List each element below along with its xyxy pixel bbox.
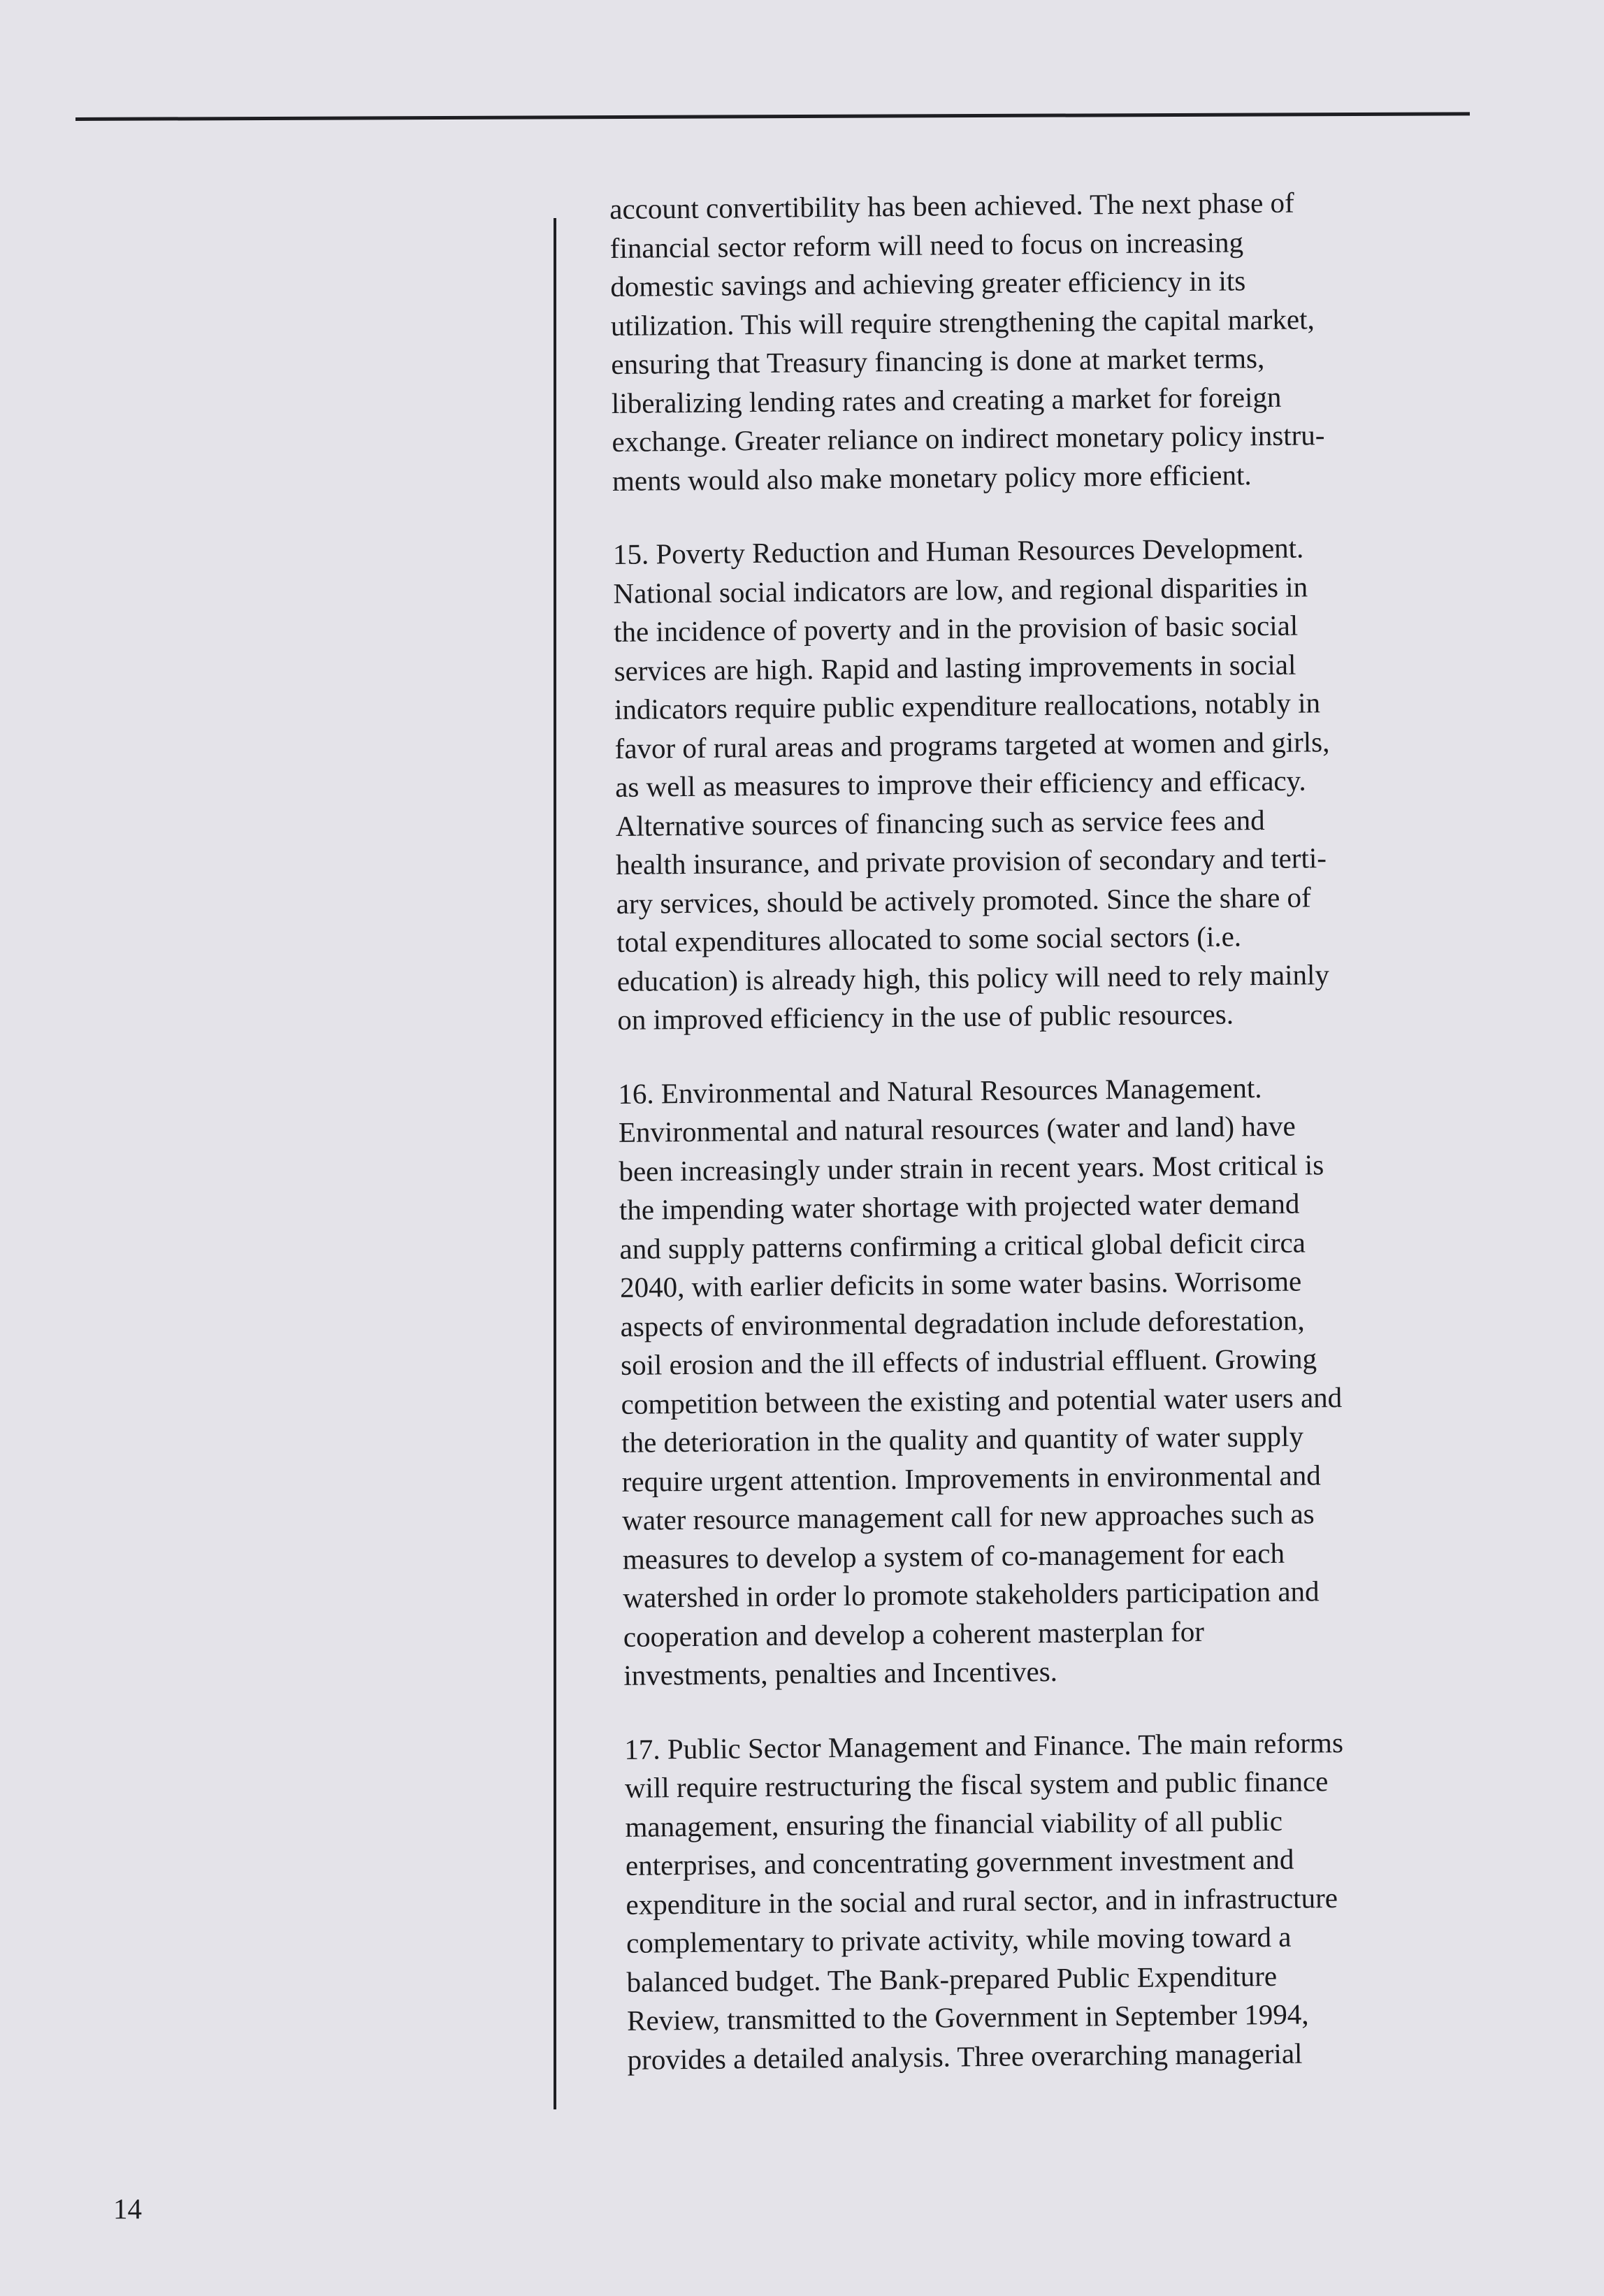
text-line: 15. Poverty Reduction and Human Resources Development. bbox=[612, 531, 1304, 570]
text-line: 16. Environmental and Natural Resources Management. bbox=[618, 1071, 1262, 1110]
text-line: provides a detailed analysis. Three overarching managerial bbox=[627, 2037, 1303, 2076]
text-line: favor of rural areas and programs targeted at women and girls, bbox=[614, 725, 1330, 765]
page-number: 14 bbox=[113, 2193, 142, 2225]
text-line: will require restructuring the fiscal system and public finance bbox=[624, 1765, 1329, 1804]
text-line: the incidence of poverty and in the provision of basic social bbox=[613, 609, 1299, 648]
paragraph-financial-sector bbox=[609, 182, 1507, 500]
text-line: the impending water shortage with projected water demand bbox=[619, 1187, 1300, 1226]
text-line: exchange. Greater reliance on indirect monetary policy instru- bbox=[612, 419, 1325, 458]
body-text-column bbox=[609, 182, 1522, 2114]
paragraph-environment bbox=[618, 1066, 1518, 1695]
text-line: soil erosion and the ill effects of industrial effluent. Growing bbox=[620, 1342, 1317, 1381]
text-line: indicators require public expenditure reallocations, notably in bbox=[614, 686, 1321, 725]
column-rule bbox=[554, 218, 556, 2109]
text-line: domestic savings and achieving greater efficiency in its bbox=[610, 264, 1246, 303]
text-line: aspects of environmental degradation include deforestation, bbox=[620, 1304, 1305, 1343]
text-line: ments would also make monetary policy more efficient. bbox=[612, 458, 1252, 497]
text-line: measures to develop a system of co-management for each bbox=[622, 1536, 1285, 1575]
text-line: 2040, with earlier deficits in some water basins. Worrisome bbox=[619, 1264, 1302, 1304]
text-line: the deterioration in the quality and quantity of water supply bbox=[621, 1420, 1304, 1459]
text-line: as well as measures to improve their efficiency and efficacy. bbox=[614, 764, 1306, 803]
header-rule bbox=[75, 112, 1470, 121]
text-line: require urgent attention. Improvements in environmental and bbox=[621, 1458, 1321, 1498]
text-line: financial sector reform will need to focus on increasing bbox=[609, 225, 1244, 264]
text-line: investments, penalties and Incentives. bbox=[623, 1654, 1058, 1691]
text-line: liberalizing lending rates and creating a market for foreign bbox=[611, 380, 1282, 419]
text-line: total expenditures allocated to some social sectors (i.e. bbox=[616, 920, 1242, 958]
text-line: services are high. Rapid and lasting improvements in social bbox=[614, 648, 1296, 687]
text-line: complementary to private activity, while moving toward a bbox=[626, 1920, 1292, 1959]
text-line: been increasingly under strain in recent years. Most critical is bbox=[619, 1148, 1324, 1187]
paragraph-public-sector bbox=[624, 1721, 1522, 2079]
text-line: cooperation and develop a coherent masterplan for bbox=[623, 1615, 1205, 1653]
text-line: account convertibility has been achieved. The next phase of bbox=[609, 186, 1294, 225]
text-line: competition between the existing and potential water users and bbox=[621, 1380, 1343, 1420]
text-line: balanced budget. The Bank-prepared Public Expenditure bbox=[626, 1959, 1278, 1998]
text-line: on improved efficiency in the use of public resources. bbox=[617, 997, 1234, 1036]
text-line: expenditure in the social and rural sector, and in infrastructure bbox=[626, 1881, 1338, 1921]
paragraph-poverty-reduction bbox=[613, 527, 1512, 1040]
text-line: enterprises, and concentrating government investment and bbox=[625, 1842, 1294, 1882]
text-line: Review, transmitted to the Government in September 1994, bbox=[626, 1998, 1309, 2037]
text-line: 17. Public Sector Management and Finance. The main reforms bbox=[624, 1726, 1344, 1766]
text-line: ary services, should be actively promoted. Since the share of bbox=[616, 880, 1311, 920]
text-line: utilization. This will require strengthening the capital market, bbox=[610, 302, 1315, 342]
text-line: and supply patterns confirming a critical global deficit circa bbox=[619, 1226, 1306, 1265]
text-line: National social indicators are low, and regional disparities in bbox=[613, 570, 1308, 609]
text-line: health insurance, and private provision of secondary and terti- bbox=[616, 842, 1327, 881]
text-line: Environmental and natural resources (water and land) have bbox=[618, 1109, 1296, 1148]
text-line: water resource management call for new approaches such as bbox=[622, 1497, 1315, 1536]
text-line: watershed in order lo promote stakeholders participation and bbox=[623, 1575, 1320, 1614]
text-line: Alternative sources of financing such as service fees and bbox=[615, 803, 1265, 842]
text-line: management, ensuring the financial viability of all public bbox=[625, 1804, 1283, 1843]
text-line: education) is already high, this policy will need to rely mainly bbox=[616, 958, 1330, 997]
text-line: ensuring that Treasury financing is done at market terms, bbox=[611, 342, 1265, 380]
